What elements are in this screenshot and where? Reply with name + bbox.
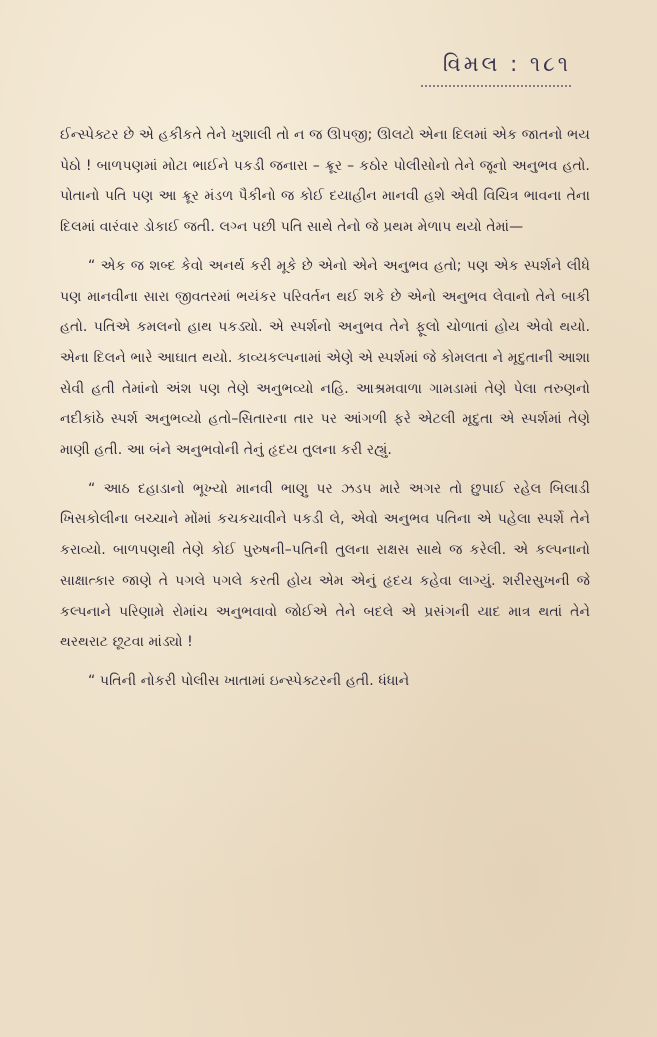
page-header bbox=[421, 52, 571, 87]
paragraph-1: ઈન્સ્પેક્ટર છે એ હકીકતે તેને ખુશાલી તો ન જ ઊપજી; ઊલટો એના દિલમાં એક જાતનો ભય પેઠો ! બાળપણમાં મોટા ભાઈને પકડી જનારા – ક્રૂર – કઠોર પોલીસોનો તેને જૂનો અનુભવ હતો. પોતાનો પતિ પણ આ ક્રૂર મંડળ પૈકીનો જ કોઈ દયાહીન માનવી હશે એવી વિચિત્ર ભાવના તેના દિલમાં વારંવાર ડોકાઈ જતી. લગ્ન પછી પતિ સાથે તેનો જે પ્રથમ મેળાપ થયો તેમાં— bbox=[60, 127, 590, 236]
running-head: વિમલ : ૧૮૧ bbox=[442, 52, 571, 76]
paragraph-4: “ પતિની નોકરી પોલીસ ખાતામાં ઇન્સ્પેક્ટરની હતી. ધંધાને bbox=[88, 672, 410, 689]
body-text bbox=[60, 120, 590, 705]
paragraph-3: “ આઠ દહાડાનો ભૂખ્યો માનવી ભાણુ પર ઝડપ મારે અગર તો છુપાઈ રહેલ બિલાડી ખિસકોલીના બચ્ચાને મોંમાં કચકચાવીને પકડી લે, એવો અનુભવ પતિના એ પહેલા સ્પર્શે તેને કરાવ્યો. બાળપણથી તેણે કોઈ પુરુષની–પતિની તુલના રાક્ષસ સાથે જ કરેલી. એ કલ્પનાનો સાક્ષાત્કાર જાણે તે પગલે પગલે કરતી હોય એમ એનું હૃદય કહેવા લાગ્યું. શરીરસુખની જે કલ્પનાને પરિણામે રોમાંચ અનુભવાવો જોઈએ તેને બદલે એ પ્રસંગની યાદ માત્ર થતાં તેને થરથરાટ છૂટવા માંડ્યો ! bbox=[60, 480, 590, 651]
paragraph-2: “ એક જ શબ્દ કેવો અનર્થ કરી મૂકે છે એનો એને અનુભવ હતો; પણ એક સ્પર્શને લીધે પણ માનવીના સારા જીવતરમાં ભયંકર પરિવર્તન થઈ શકે છે એનો અનુભવ લેવાનો તેને બાકી હતો. પતિએ કમલનો હાથ પકડ્યો. એ સ્પર્શનો અનુભવ તેને ફૂલો ચોળાતાં હોય એવો થયો. એના દિલને ભારે આઘાત થયો. કાવ્યકલ્પનામાં એણે એ સ્પર્શમાં જે કોમલતા ને મૃદુતાની આશા સેવી હતી તેમાંનો અંશ પણ તેણે અનુભવ્યો નહિ. આશ્રમવાળા ગામડામાં તેણે પેલા તરુણનો નદીકાંઠે સ્પર્શ અનુભવ્યો હતો–સિતારના તાર પર આંગળી ફરે એટલી મૃદુતા એ સ્પર્શમાં તેણે માણી હતી. આ બંને અનુભવોની તેનું હૃદય તુલના કરી રહ્યું. bbox=[60, 257, 590, 459]
header-underline-ornament bbox=[421, 79, 571, 87]
